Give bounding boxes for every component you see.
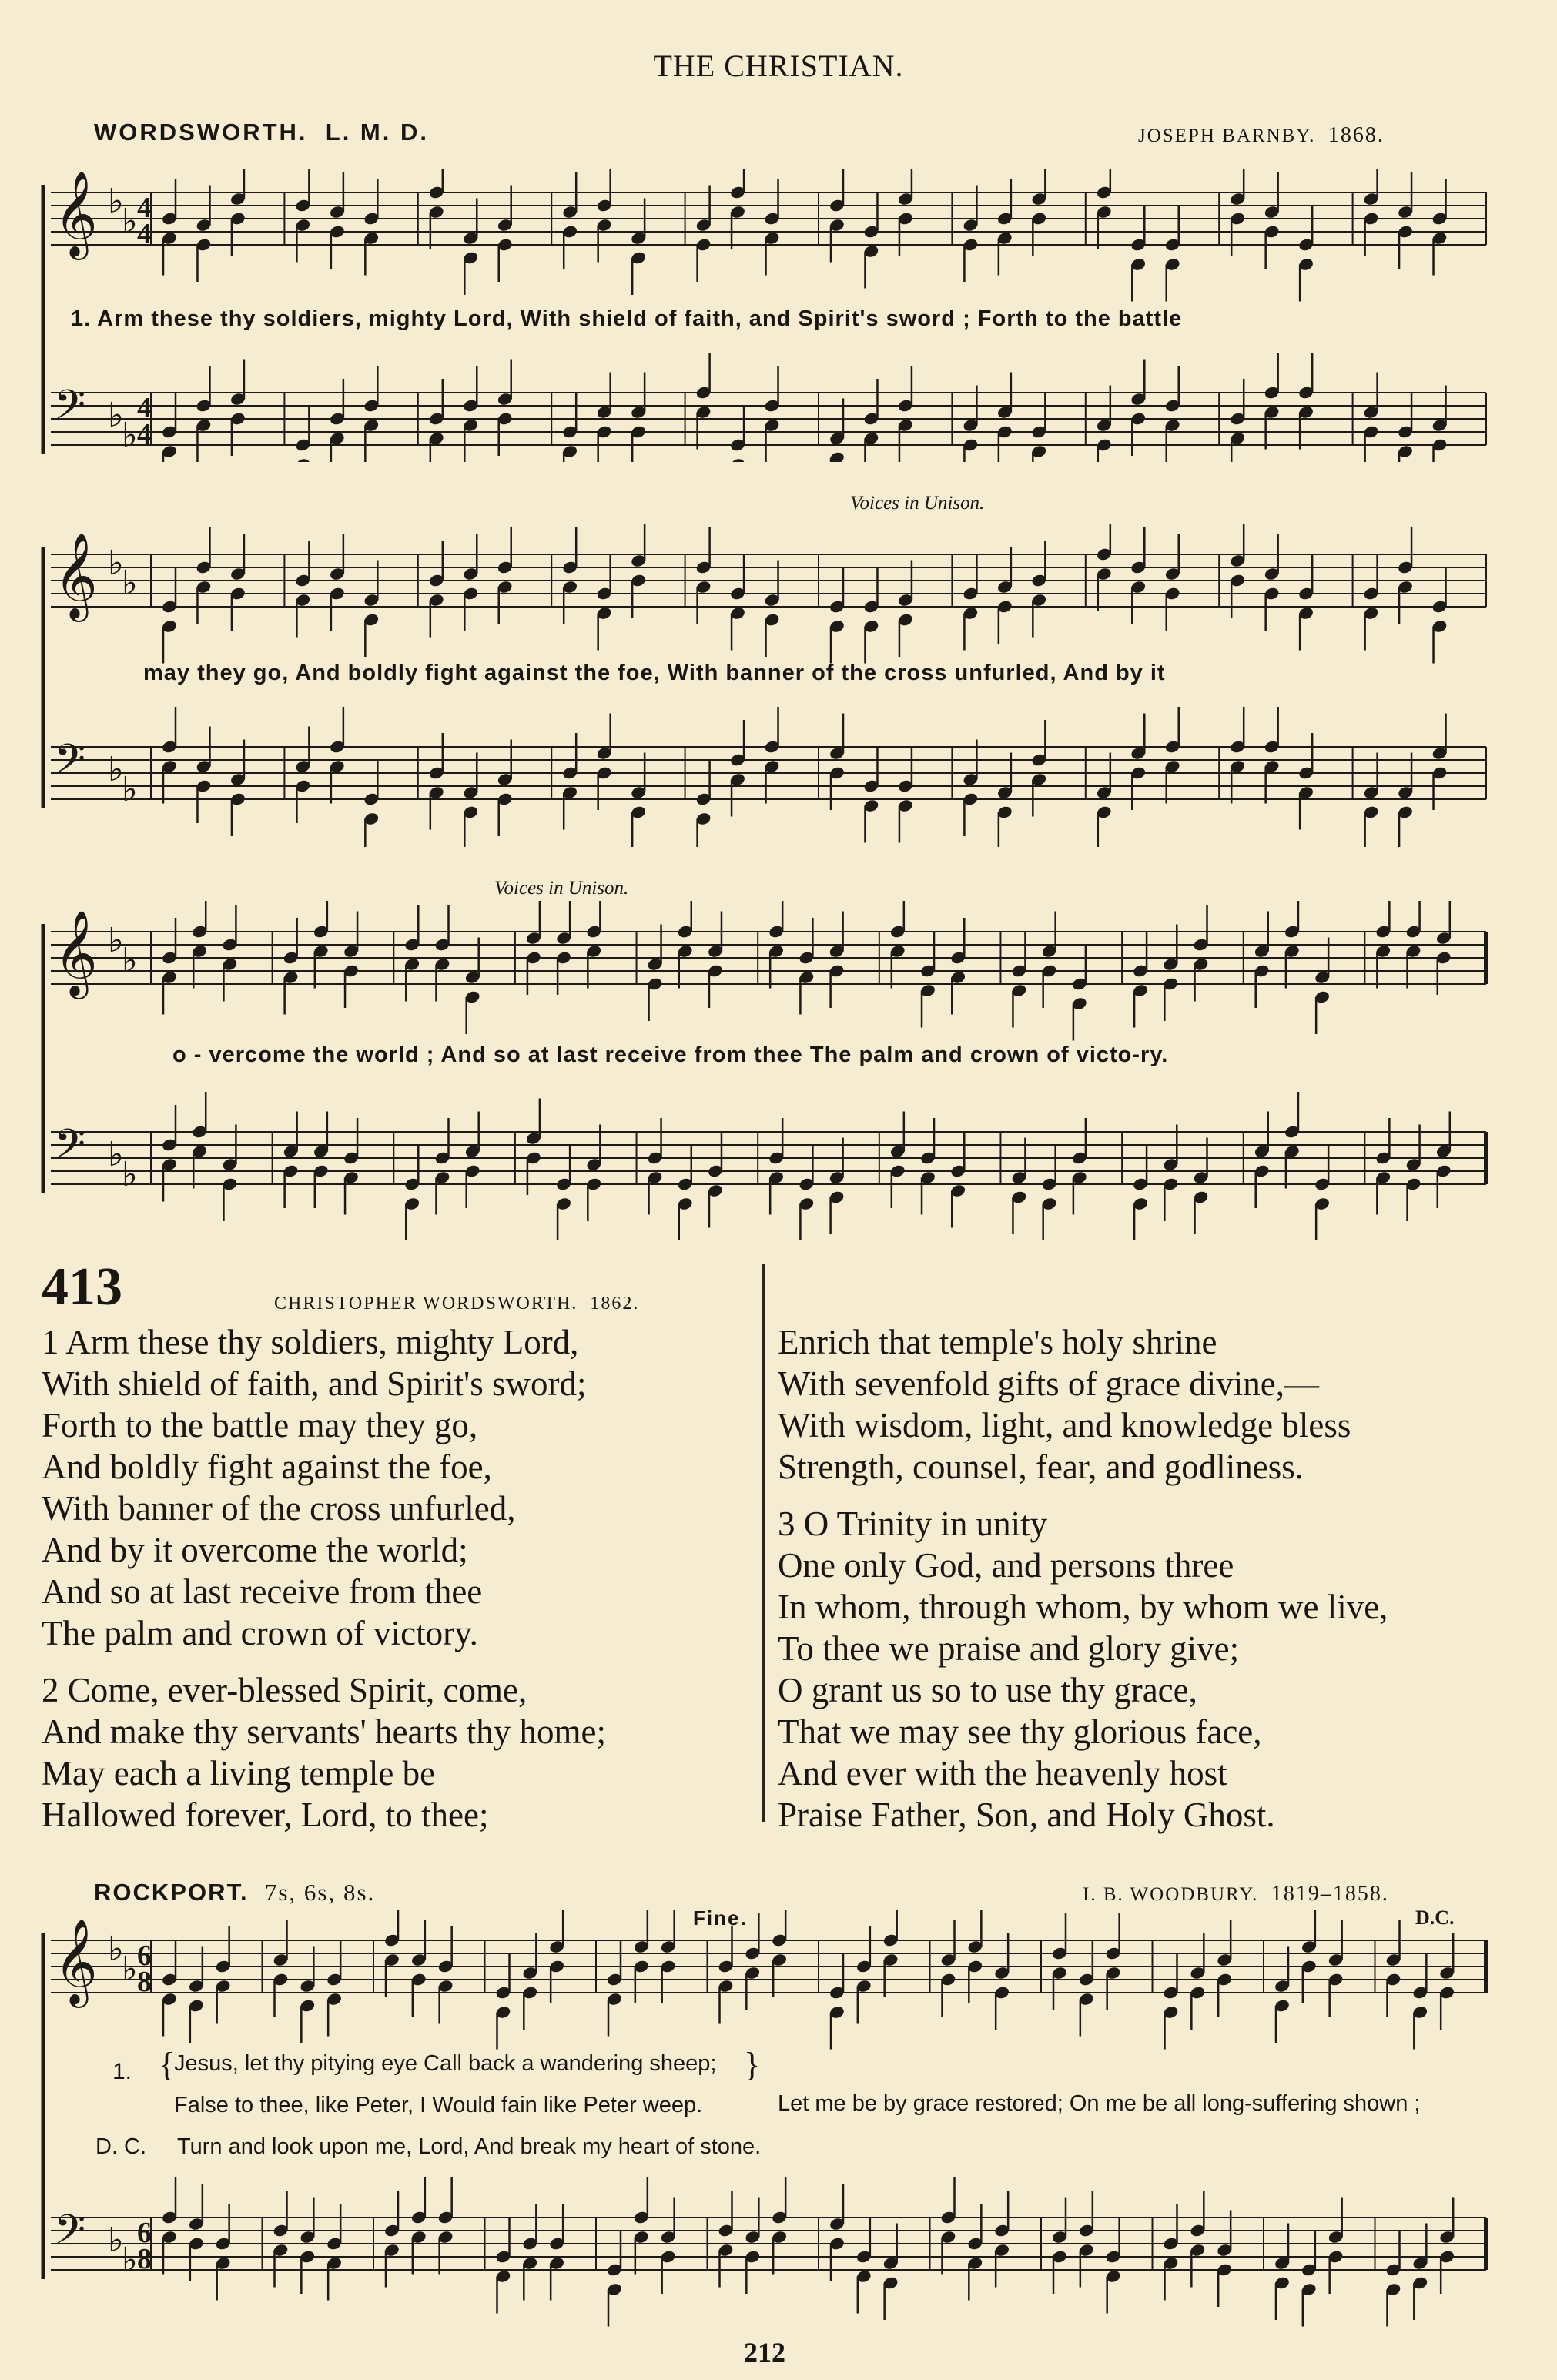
time-signature-bottom: 4: [137, 218, 152, 250]
lyric-line-1: 1. Arm these thy soldiers, mighty Lord, With shield of faith, and Spirit's sword ; Forth to the battle: [71, 306, 1183, 331]
composer-name: JOSEPH BARNBY.: [1138, 126, 1316, 146]
hymn-left-column: [42, 1321, 758, 1836]
fine-mark: Fine.: [693, 1906, 748, 1930]
hymn-number: 413: [42, 1257, 122, 1317]
flat-icon: ♭: [122, 941, 138, 980]
verse-line: One only God, and persons three: [778, 1546, 1234, 1585]
verse-line: With sevenfold gifts of grace divine,—: [778, 1364, 1319, 1403]
verse-line: Strength, counsel, fear, and godliness.: [778, 1448, 1304, 1486]
brace-open: {: [159, 2046, 176, 2084]
rockport-line-b: False to thee, like Peter, I Would fain like Peter weep.: [174, 2093, 703, 2117]
bass-clef-icon: 𝄢: [54, 382, 86, 439]
rockport-line-a: Jesus, let thy pitying eye Call back a wandering sheep;: [174, 2051, 717, 2076]
verse-line: May each a living temple be: [42, 1754, 436, 1793]
treble-clef-icon: 𝄞: [54, 532, 98, 618]
author-year: 1862.: [590, 1294, 640, 1314]
tune2-title: [94, 1879, 375, 1906]
lyric-line-3: o - vercome the world ; And so at last receive from thee The palm and crown of victo-ry.: [172, 1043, 1169, 1067]
verse-line: And by it overcome the world;: [42, 1531, 468, 1569]
verse-line: With banner of the cross unfurled,: [42, 1489, 516, 1528]
time-signature-bottom: 8: [137, 2243, 152, 2275]
time-signature-bottom: 8: [137, 1966, 152, 1998]
tune-name: WORDSWORTH.: [94, 119, 308, 146]
flat-icon: ♭: [108, 921, 124, 960]
dc-mark: D.C.: [1415, 1906, 1455, 1929]
brace-close: }: [744, 2046, 761, 2084]
treble-clef-icon: 𝄞: [54, 170, 98, 256]
bass-clef-icon: 𝄢: [54, 736, 86, 793]
flat-icon: ♭: [108, 182, 124, 221]
verse-line: In whom, through whom, by whom we live,: [778, 1588, 1388, 1626]
lyric-line-2: may they go, And boldly fight against the foe, With banner of the cross unfurled, And by it: [143, 661, 1166, 685]
page-number: 212: [744, 2337, 785, 2368]
time-signature-bottom: 4: [137, 418, 152, 450]
verse-line: With wisdom, light, and knowledge bless: [778, 1406, 1351, 1444]
flat-icon: ♭: [108, 544, 124, 583]
unison-direction-1: Voices in Unison.: [850, 493, 985, 514]
flat-icon: ♭: [108, 2221, 124, 2260]
rockport-line-c: Let me be by grace restored; On me be all long-suffering shown ;: [778, 2091, 1421, 2116]
dc-label: D. C.: [95, 2134, 147, 2159]
flat-icon: ♭: [122, 564, 138, 603]
time-signature-top: 6: [137, 1940, 152, 1972]
bass-clef-icon: 𝄢: [54, 1121, 86, 1178]
verse-line: And ever with the heavenly host: [778, 1754, 1227, 1793]
flat-icon: ♭: [108, 1135, 124, 1174]
flat-icon: ♭: [122, 1950, 138, 1989]
verse-number: 1.: [112, 2059, 132, 2084]
flat-icon: ♭: [108, 1930, 124, 1969]
bass-clef-icon: 𝄢: [54, 2207, 86, 2264]
flat-icon: ♭: [122, 770, 138, 809]
composer2-name: I. B. WOODBURY.: [1083, 1884, 1259, 1905]
hymn-right-column: [778, 1321, 1540, 1836]
verse-line: And so at last receive from thee: [42, 1572, 483, 1611]
dc-line: Turn and look upon me, Lord, And break my heart of stone.: [177, 2134, 762, 2159]
flat-icon: ♭: [122, 202, 138, 241]
tune-title: [94, 119, 429, 146]
tune2-name: ROCKPORT.: [94, 1879, 249, 1906]
flat-icon: ♭: [108, 750, 124, 789]
composer2-years: 1819–1858.: [1271, 1882, 1389, 1906]
composer-year: 1868.: [1328, 123, 1385, 147]
note-head: [295, 457, 312, 462]
flat-icon: ♭: [122, 2241, 138, 2280]
verse-line: With shield of faith, and Spirit's sword;: [42, 1364, 587, 1403]
treble-clef-icon: 𝄞: [54, 909, 98, 996]
tune2-composer: [1083, 1882, 1389, 1906]
music-system-4: [0, 1910, 1557, 2341]
treble-clef-icon: 𝄞: [54, 1918, 98, 2004]
verse-line: Forth to the battle may they go,: [42, 1406, 478, 1444]
flat-icon: ♭: [122, 416, 138, 455]
note-head: [729, 457, 746, 462]
verse-line: That we may see thy glorious face,: [778, 1712, 1262, 1751]
verse-line: To thee we praise and glory give;: [778, 1629, 1240, 1668]
verse-line: 1 Arm these thy soldiers, mighty Lord,: [42, 1323, 579, 1361]
time-signature-top: 4: [137, 192, 152, 224]
verse-line: 2 Come, ever-blessed Spirit, come,: [42, 1671, 527, 1709]
flat-icon: ♭: [108, 396, 124, 435]
page-header: THE CHRISTIAN.: [653, 49, 904, 83]
music-system-3: [0, 901, 1557, 1240]
time-signature-top: 6: [137, 2217, 152, 2249]
verse-line: Praise Father, Son, and Holy Ghost.: [778, 1796, 1275, 1834]
unison-direction-2: Voices in Unison.: [494, 878, 629, 899]
tune-meter: L. M. D.: [325, 119, 429, 146]
hymn-author: [274, 1294, 639, 1314]
verse-line: And boldly fight against the foe,: [42, 1448, 492, 1486]
column-divider: [762, 1264, 765, 1822]
verse-line: Hallowed forever, Lord, to thee;: [42, 1796, 489, 1834]
verse-line: And make thy servants' hearts thy home;: [42, 1712, 606, 1751]
tune-composer: [1138, 123, 1385, 148]
tune2-meter: 7s, 6s, 8s.: [264, 1879, 376, 1906]
verse-line: O grant us so to use thy grace,: [778, 1671, 1197, 1709]
verse-line: Enrich that temple's holy shrine: [778, 1323, 1217, 1361]
verse-line: 3 O Trinity in unity: [778, 1505, 1048, 1543]
flat-icon: ♭: [122, 1155, 138, 1194]
time-signature-top: 4: [137, 392, 152, 424]
verse-line: The palm and crown of victory.: [42, 1614, 478, 1652]
author-name: CHRISTOPHER WORDSWORTH.: [274, 1294, 578, 1314]
